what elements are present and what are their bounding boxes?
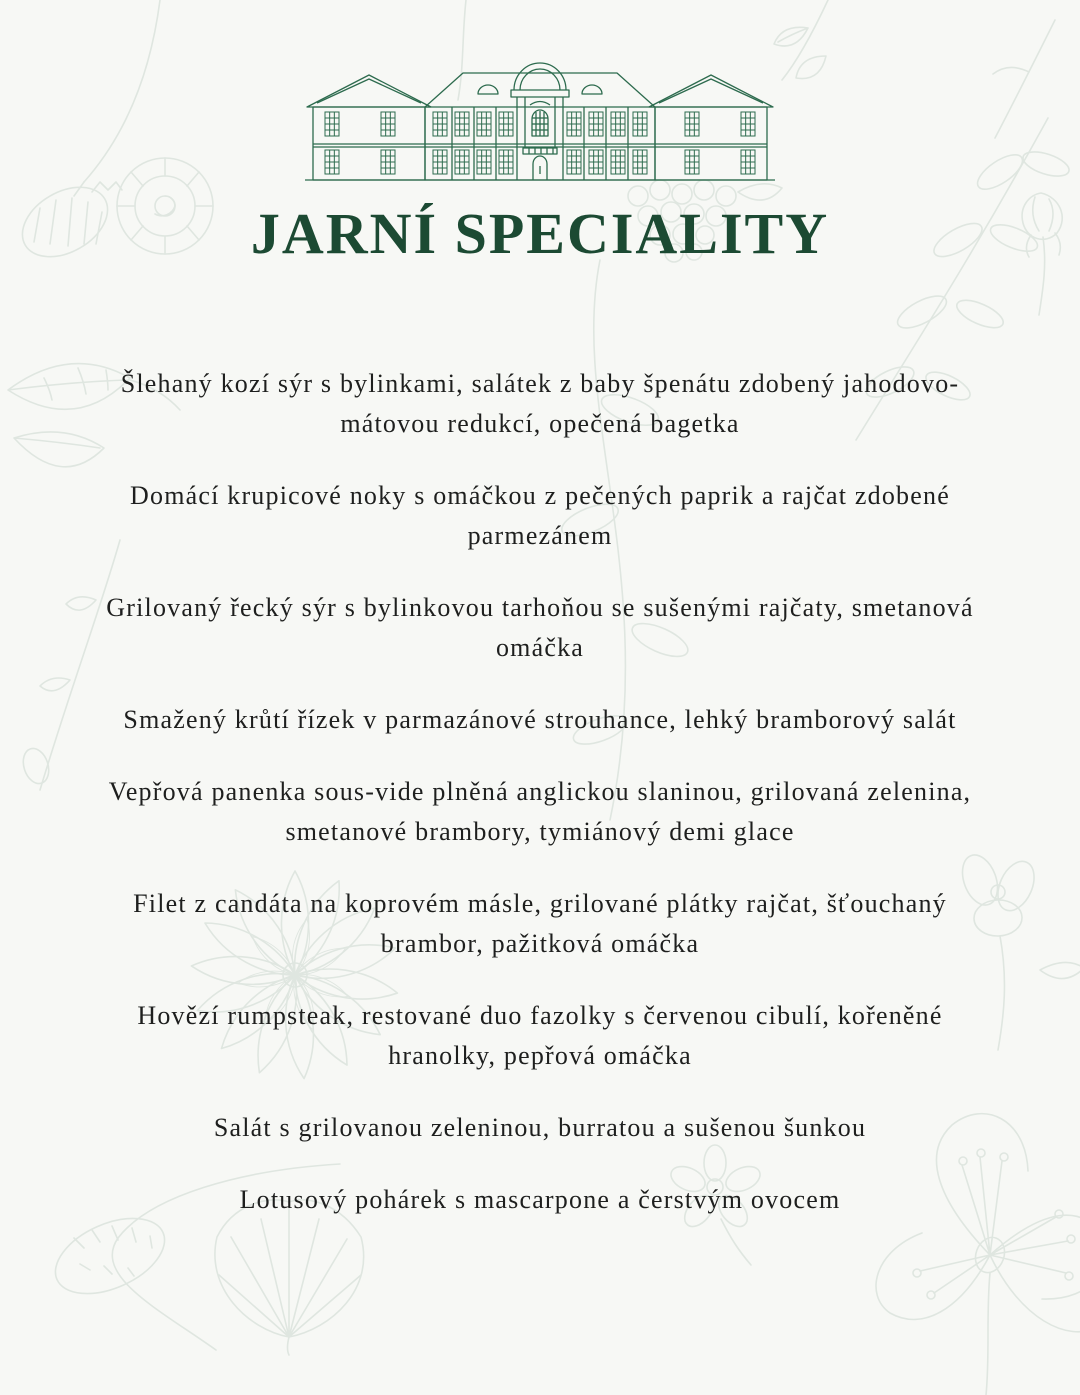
menu-item: Hovězí rumpsteak, restované duo fazolky s červenou cibulí, kořeněné hranolky, pepřová omáčka	[137, 1001, 943, 1070]
page-title: JARNÍ SPECIALITY	[250, 201, 830, 266]
menu-item: Domácí krupicové noky s omáčkou z pečených paprik a rajčat zdobené parmezánem	[130, 481, 950, 550]
menu-item: Smažený krůtí řízek v parmazánové strouhance, lehký bramborový salát	[123, 705, 957, 734]
menu-item: Filet z candáta na koprovém másle, grilované plátky rajčat, šťouchaný brambor, pažitková omáčka	[133, 889, 947, 958]
menu-item: Vepřová panenka sous-vide plněná anglickou slaninou, grilovaná zelenina, smetanové brambory, tymiánový demi glace	[108, 777, 972, 846]
menu-list	[0, 266, 1080, 1220]
menu-item: Salát s grilovanou zeleninou, burratou a sušenou šunkou	[213, 1113, 867, 1142]
chateau-logo	[295, 60, 785, 186]
menu-item: Šlehaný kozí sýr s bylinkami, salátek z baby špenátu zdobený jahodovo-mátovou redukcí, opečená bagetka	[120, 369, 960, 438]
poster-header	[0, 0, 1080, 266]
menu-item: Lotusový pohárek s mascarpone a čerstvým ovocem	[239, 1185, 841, 1214]
menu-item: Grilovaný řecký sýr s bylinkovou tarhoňou se sušenými rajčaty, smetanová omáčka	[106, 593, 974, 662]
